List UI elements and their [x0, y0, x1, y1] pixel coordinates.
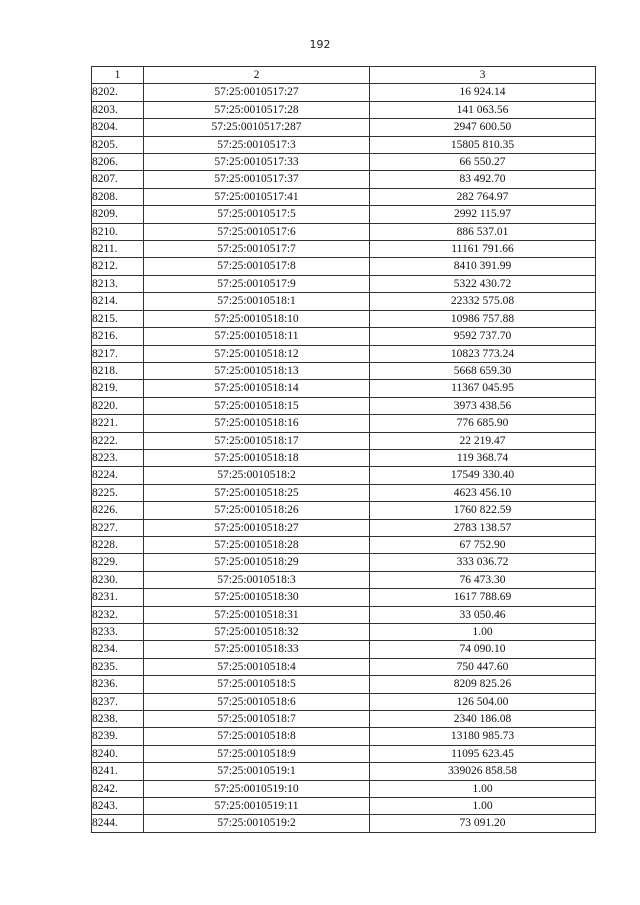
value-cell: 83 492.70: [370, 171, 596, 188]
table-header-row: [92, 67, 596, 84]
data-table: [91, 66, 596, 833]
cadastral-number-cell: 57:25:0010517:33: [144, 154, 370, 171]
value-cell: 11367 045.95: [370, 380, 596, 397]
cadastral-number-cell: 57:25:0010517:287: [144, 119, 370, 136]
table-row: [92, 432, 596, 449]
value-cell: 5668 659.30: [370, 362, 596, 379]
cadastral-number-cell: 57:25:0010518:3: [144, 571, 370, 588]
row-number-cell: 8217.: [92, 345, 144, 362]
cadastral-number-cell: 57:25:0010518:25: [144, 484, 370, 501]
value-cell: 74 090.10: [370, 641, 596, 658]
value-cell: 66 550.27: [370, 154, 596, 171]
value-cell: 17549 330.40: [370, 467, 596, 484]
cadastral-number-cell: 57:25:0010517:28: [144, 101, 370, 118]
row-number-cell: 8212.: [92, 258, 144, 275]
cadastral-number-cell: 57:25:0010519:10: [144, 780, 370, 797]
table-body: [92, 84, 596, 832]
table-row: [92, 380, 596, 397]
table-row: [92, 763, 596, 780]
cadastral-number-cell: 57:25:0010517:9: [144, 275, 370, 292]
table-row: [92, 397, 596, 414]
value-cell: 126 504.00: [370, 693, 596, 710]
row-number-cell: 8209.: [92, 206, 144, 223]
row-number-cell: 8214.: [92, 293, 144, 310]
cadastral-number-cell: 57:25:0010518:28: [144, 536, 370, 553]
cadastral-number-cell: 57:25:0010518:14: [144, 380, 370, 397]
row-number-cell: 8211.: [92, 241, 144, 258]
cadastral-number-cell: 57:25:0010518:17: [144, 432, 370, 449]
table-row: [92, 571, 596, 588]
column-header: 3: [370, 67, 596, 84]
row-number-cell: 8232.: [92, 606, 144, 623]
value-cell: 22332 575.08: [370, 293, 596, 310]
table-row: [92, 798, 596, 815]
table-row: [92, 449, 596, 466]
row-number-cell: 8206.: [92, 154, 144, 171]
value-cell: 10823 773.24: [370, 345, 596, 362]
table-row: [92, 815, 596, 832]
row-number-cell: 8229.: [92, 554, 144, 571]
value-cell: 8209 825.26: [370, 676, 596, 693]
row-number-cell: 8215.: [92, 310, 144, 327]
value-cell: 5322 430.72: [370, 275, 596, 292]
row-number-cell: 8237.: [92, 693, 144, 710]
row-number-cell: 8236.: [92, 676, 144, 693]
table-row: [92, 780, 596, 797]
cadastral-number-cell: 57:25:0010517:6: [144, 223, 370, 240]
cadastral-number-cell: 57:25:0010518:2: [144, 467, 370, 484]
value-cell: 1.00: [370, 624, 596, 641]
row-number-cell: 8239.: [92, 728, 144, 745]
cadastral-number-cell: 57:25:0010517:5: [144, 206, 370, 223]
table-row: [92, 519, 596, 536]
row-number-cell: 8216.: [92, 328, 144, 345]
column-header: 2: [144, 67, 370, 84]
value-cell: 13180 985.73: [370, 728, 596, 745]
table-row: [92, 658, 596, 675]
value-cell: 10986 757.88: [370, 310, 596, 327]
cadastral-number-cell: 57:25:0010518:27: [144, 519, 370, 536]
table-row: [92, 275, 596, 292]
table-row: [92, 624, 596, 641]
value-cell: 119 368.74: [370, 449, 596, 466]
table-row: [92, 241, 596, 258]
table-row: [92, 310, 596, 327]
cadastral-number-cell: 57:25:0010518:7: [144, 711, 370, 728]
value-cell: 1617 788.69: [370, 589, 596, 606]
row-number-cell: 8210.: [92, 223, 144, 240]
value-cell: 4623 456.10: [370, 484, 596, 501]
value-cell: 1.00: [370, 780, 596, 797]
row-number-cell: 8228.: [92, 536, 144, 553]
row-number-cell: 8234.: [92, 641, 144, 658]
value-cell: 750 447.60: [370, 658, 596, 675]
row-number-cell: 8241.: [92, 763, 144, 780]
table-row: [92, 467, 596, 484]
row-number-cell: 8243.: [92, 798, 144, 815]
table-row: [92, 328, 596, 345]
row-number-cell: 8219.: [92, 380, 144, 397]
cadastral-number-cell: 57:25:0010518:12: [144, 345, 370, 362]
table-row: [92, 745, 596, 762]
table-row: [92, 293, 596, 310]
value-cell: 282 764.97: [370, 188, 596, 205]
cadastral-number-cell: 57:25:0010518:31: [144, 606, 370, 623]
cadastral-number-cell: 57:25:0010518:15: [144, 397, 370, 414]
value-cell: 16 924.14: [370, 84, 596, 101]
cadastral-number-cell: 57:25:0010518:5: [144, 676, 370, 693]
table-row: [92, 119, 596, 136]
value-cell: 9592 737.70: [370, 328, 596, 345]
row-number-cell: 8205.: [92, 136, 144, 153]
table-row: [92, 345, 596, 362]
table-row: [92, 536, 596, 553]
table-row: [92, 258, 596, 275]
table-row: [92, 415, 596, 432]
cadastral-number-cell: 57:25:0010518:32: [144, 624, 370, 641]
row-number-cell: 8224.: [92, 467, 144, 484]
row-number-cell: 8221.: [92, 415, 144, 432]
value-cell: 141 063.56: [370, 101, 596, 118]
row-number-cell: 8204.: [92, 119, 144, 136]
table-row: [92, 606, 596, 623]
value-cell: 2783 138.57: [370, 519, 596, 536]
page-number: 192: [309, 38, 331, 51]
row-number-cell: 8207.: [92, 171, 144, 188]
table-row: [92, 693, 596, 710]
table-row: [92, 206, 596, 223]
table-row: [92, 84, 596, 101]
value-cell: 776 685.90: [370, 415, 596, 432]
row-number-cell: 8233.: [92, 624, 144, 641]
table-row: [92, 711, 596, 728]
row-number-cell: 8220.: [92, 397, 144, 414]
table-row: [92, 136, 596, 153]
row-number-cell: 8203.: [92, 101, 144, 118]
value-cell: 1760 822.59: [370, 502, 596, 519]
cadastral-number-cell: 57:25:0010518:8: [144, 728, 370, 745]
value-cell: 2947 600.50: [370, 119, 596, 136]
table-row: [92, 502, 596, 519]
row-number-cell: 8240.: [92, 745, 144, 762]
cadastral-number-cell: 57:25:0010518:1: [144, 293, 370, 310]
table-row: [92, 484, 596, 501]
value-cell: 339026 858.58: [370, 763, 596, 780]
cadastral-number-cell: 57:25:0010517:27: [144, 84, 370, 101]
cadastral-number-cell: 57:25:0010518:26: [144, 502, 370, 519]
table-row: [92, 154, 596, 171]
value-cell: 11161 791.66: [370, 241, 596, 258]
cadastral-number-cell: 57:25:0010518:11: [144, 328, 370, 345]
cadastral-number-cell: 57:25:0010518:30: [144, 589, 370, 606]
value-cell: 67 752.90: [370, 536, 596, 553]
row-number-cell: 8208.: [92, 188, 144, 205]
column-header: 1: [92, 67, 144, 84]
value-cell: 76 473.30: [370, 571, 596, 588]
table-row: [92, 171, 596, 188]
row-number-cell: 8226.: [92, 502, 144, 519]
cadastral-number-cell: 57:25:0010518:4: [144, 658, 370, 675]
cadastral-number-cell: 57:25:0010518:9: [144, 745, 370, 762]
value-cell: 333 036.72: [370, 554, 596, 571]
value-cell: 8410 391.99: [370, 258, 596, 275]
row-number-cell: 8213.: [92, 275, 144, 292]
cadastral-number-cell: 57:25:0010519:1: [144, 763, 370, 780]
table-row: [92, 589, 596, 606]
cadastral-number-cell: 57:25:0010519:2: [144, 815, 370, 832]
value-cell: 1.00: [370, 798, 596, 815]
table-row: [92, 188, 596, 205]
row-number-cell: 8242.: [92, 780, 144, 797]
value-cell: 22 219.47: [370, 432, 596, 449]
row-number-cell: 8231.: [92, 589, 144, 606]
cadastral-number-cell: 57:25:0010517:37: [144, 171, 370, 188]
cadastral-number-cell: 57:25:0010517:41: [144, 188, 370, 205]
table-row: [92, 554, 596, 571]
table-row: [92, 101, 596, 118]
table-row: [92, 728, 596, 745]
table-row: [92, 641, 596, 658]
row-number-cell: 8225.: [92, 484, 144, 501]
row-number-cell: 8230.: [92, 571, 144, 588]
cadastral-number-cell: 57:25:0010517:7: [144, 241, 370, 258]
cadastral-number-cell: 57:25:0010518:10: [144, 310, 370, 327]
row-number-cell: 8235.: [92, 658, 144, 675]
table-row: [92, 223, 596, 240]
row-number-cell: 8238.: [92, 711, 144, 728]
cadastral-number-cell: 57:25:0010518:6: [144, 693, 370, 710]
row-number-cell: 8222.: [92, 432, 144, 449]
value-cell: 73 091.20: [370, 815, 596, 832]
row-number-cell: 8218.: [92, 362, 144, 379]
cadastral-number-cell: 57:25:0010517:8: [144, 258, 370, 275]
cadastral-number-cell: 57:25:0010518:33: [144, 641, 370, 658]
table-row: [92, 676, 596, 693]
cadastral-number-cell: 57:25:0010518:29: [144, 554, 370, 571]
row-number-cell: 8202.: [92, 84, 144, 101]
value-cell: 886 537.01: [370, 223, 596, 240]
cadastral-number-cell: 57:25:0010518:16: [144, 415, 370, 432]
value-cell: 3973 438.56: [370, 397, 596, 414]
cadastral-number-cell: 57:25:0010518:18: [144, 449, 370, 466]
value-cell: 2992 115.97: [370, 206, 596, 223]
value-cell: 15805 810.35: [370, 136, 596, 153]
cadastral-number-cell: 57:25:0010518:13: [144, 362, 370, 379]
cadastral-number-cell: 57:25:0010517:3: [144, 136, 370, 153]
row-number-cell: 8227.: [92, 519, 144, 536]
value-cell: 2340 186.08: [370, 711, 596, 728]
cadastral-number-cell: 57:25:0010519:11: [144, 798, 370, 815]
value-cell: 33 050.46: [370, 606, 596, 623]
table-row: [92, 362, 596, 379]
value-cell: 11095 623.45: [370, 745, 596, 762]
row-number-cell: 8223.: [92, 449, 144, 466]
row-number-cell: 8244.: [92, 815, 144, 832]
